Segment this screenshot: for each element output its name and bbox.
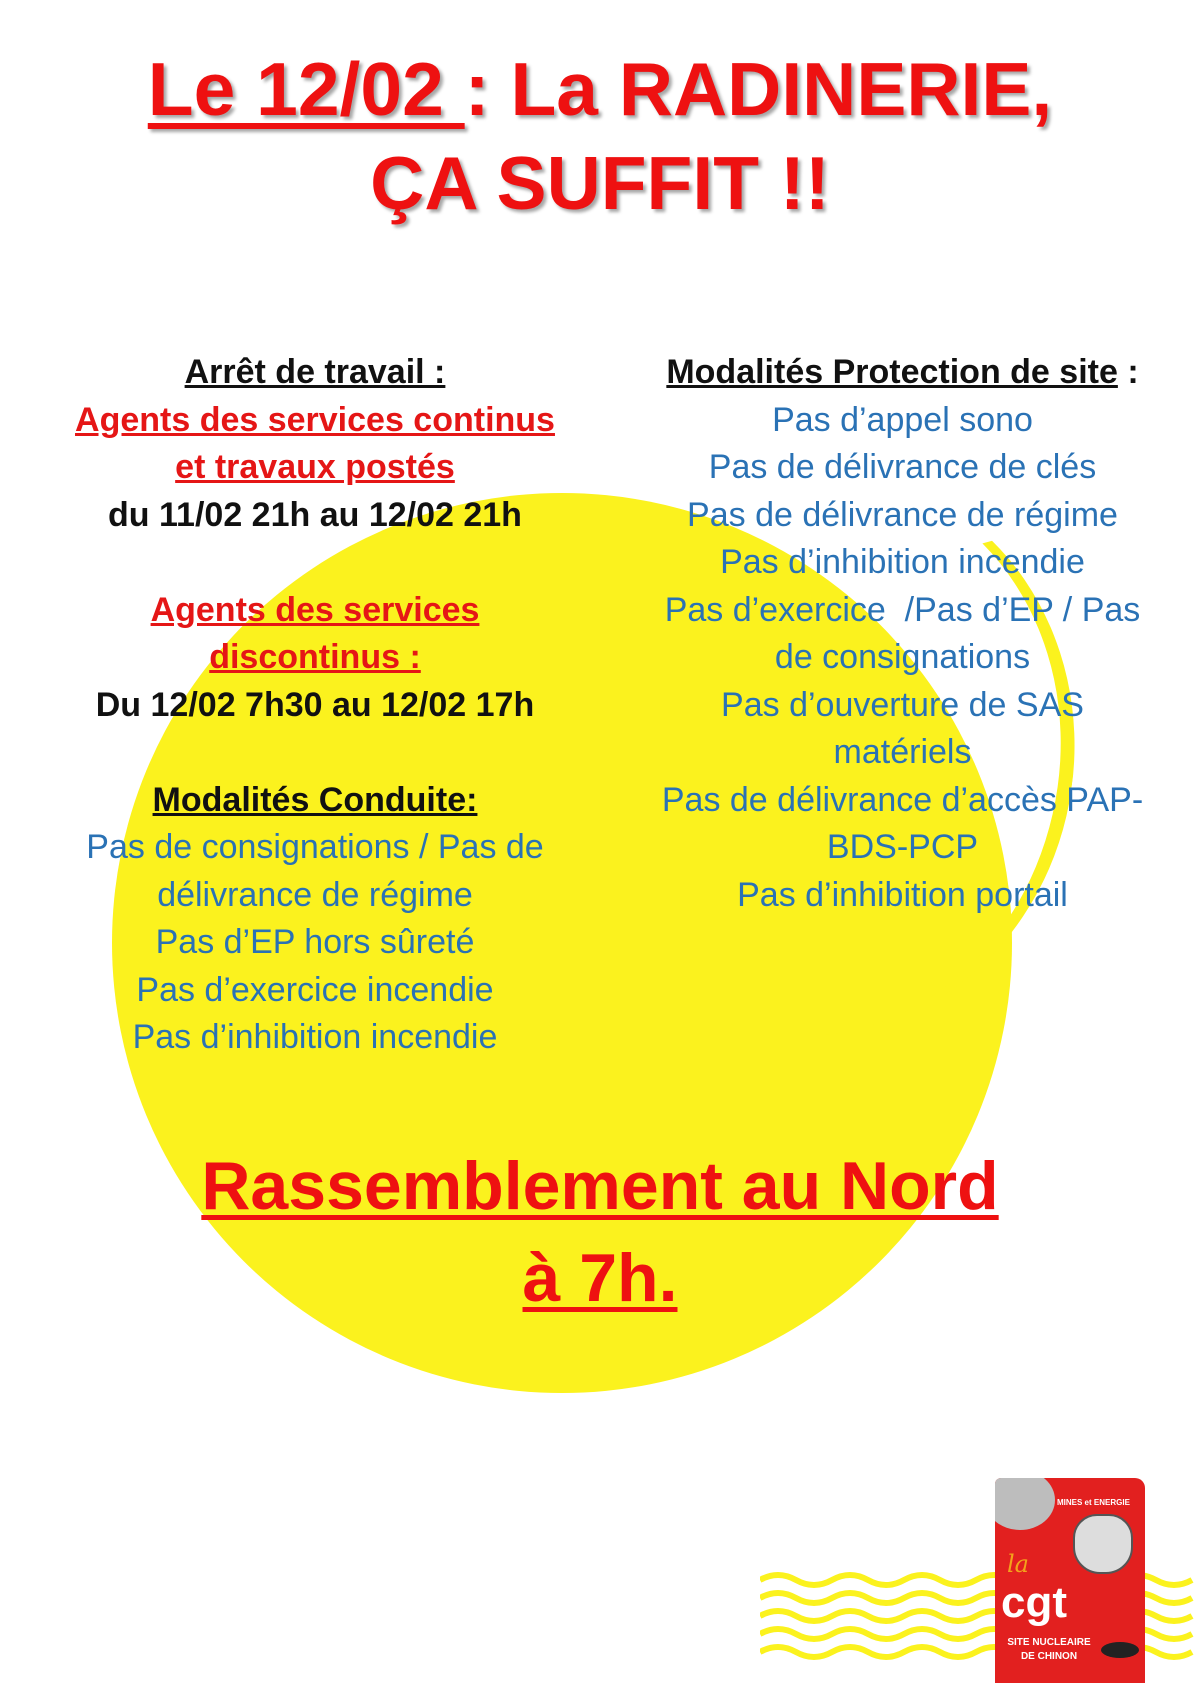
conduite-item: Pas d’exercice incendie: [136, 970, 494, 1009]
conduite-item: Pas de consignations / Pas de: [86, 828, 544, 866]
protection-item: Pas d’inhibition portail: [737, 875, 1068, 914]
protection-heading-colon: :: [1117, 353, 1139, 391]
logo-bottom-line2: DE CHINON: [1020, 1651, 1078, 1662]
conduite-item: Pas d’inhibition incendie: [132, 1018, 498, 1056]
logo-cgt: cgt: [1001, 1578, 1067, 1627]
logo-bottom-line1: SITE NUCLEAIRE: [1007, 1637, 1091, 1648]
logo-la: la: [1007, 1550, 1029, 1578]
logo-bottom-text: [999, 1636, 1099, 1664]
fist-icon: [1073, 1514, 1133, 1574]
rally-line2: à 7h.: [522, 1240, 678, 1316]
protection-item: Pas de délivrance de régime: [687, 495, 1118, 534]
rally-announcement: [0, 1140, 1200, 1324]
conduite-heading: Modalités Conduite:: [152, 780, 478, 819]
right-column: [615, 349, 1190, 919]
protection-item: Pas de délivrance de clés: [708, 448, 1097, 486]
logo-top-text: MINES et ENERGIE: [1057, 1498, 1130, 1507]
cloud-icon: [995, 1478, 1055, 1530]
left-column: [20, 349, 610, 1062]
conduite-item: Pas d’EP hors sûreté: [155, 923, 475, 961]
cgt-logo: [995, 1478, 1145, 1683]
title-line1-rest: : La RADINERIE,: [464, 47, 1053, 131]
page-title: [0, 42, 1200, 230]
discontinus-time: Du 12/02 7h30 au 12/02 17h: [95, 685, 535, 724]
conduite-item: délivrance de régime: [157, 875, 473, 914]
protection-item: de consignations: [774, 638, 1031, 676]
arret-heading: Arrêt de travail :: [184, 353, 446, 391]
continus-label-2: et travaux postés: [175, 448, 455, 486]
protection-item: Pas d’appel sono: [772, 400, 1033, 439]
continus-time: du 11/02 21h au 12/02 21h: [108, 495, 522, 534]
discontinus-label-2: discontinus :: [209, 638, 421, 676]
protection-item: Pas d’inhibition incendie: [720, 543, 1085, 581]
rally-line1: Rassemblement au Nord: [201, 1148, 999, 1224]
puck-icon: [1101, 1642, 1139, 1658]
protection-heading: Modalités Protection de site: [666, 353, 1118, 391]
discontinus-label-1: Agents des services: [150, 590, 480, 629]
protection-item: Pas de délivrance d’accès PAP-: [661, 780, 1144, 819]
protection-item: BDS-PCP: [826, 828, 979, 866]
continus-label-1: Agents des services continus: [75, 400, 555, 439]
protection-item: Pas d’ouverture de SAS: [721, 685, 1084, 724]
title-date: Le 12/02: [147, 47, 465, 131]
title-line2: ÇA SUFFIT !!: [370, 141, 830, 225]
protection-item: Pas d’exercice /Pas d’EP / Pas: [664, 590, 1141, 629]
protection-item: matériels: [833, 733, 972, 771]
